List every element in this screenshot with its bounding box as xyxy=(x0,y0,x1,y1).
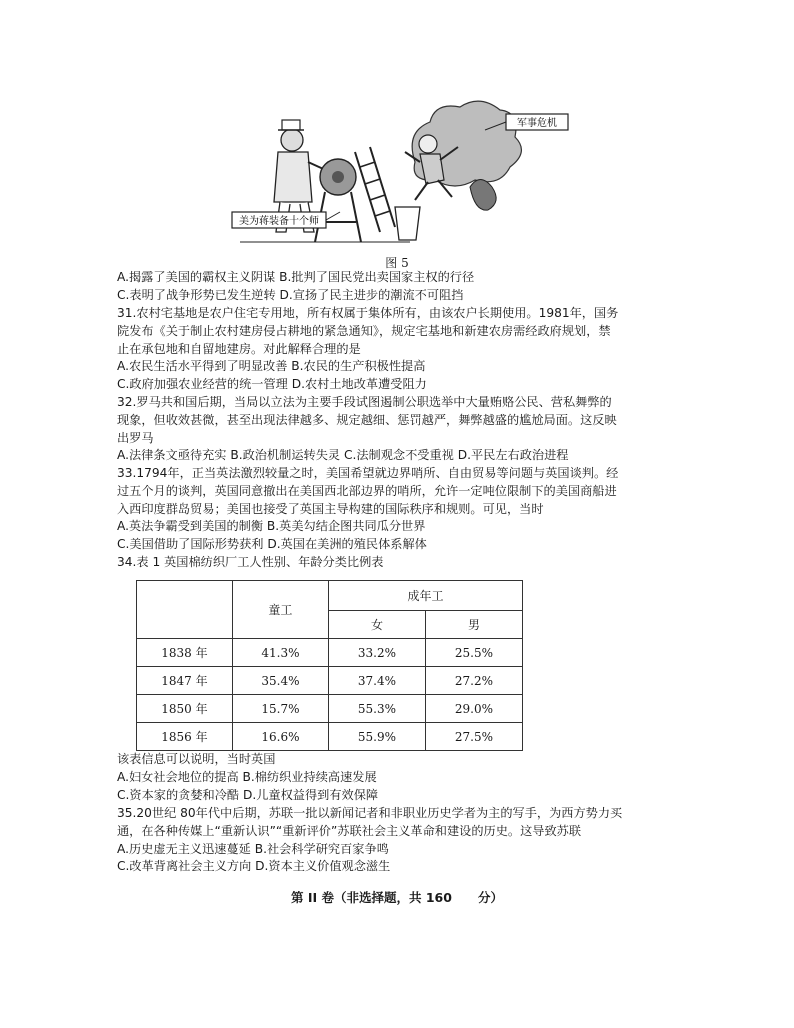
cartoon-figure xyxy=(230,92,570,254)
q32-stem-line: 出罗马 xyxy=(117,430,154,445)
q32-stem-line: 32.罗马共和国后期，当局以立法为主要手段试图遏制公职选举中大量贿赂公民、营私舞弊的 xyxy=(117,395,612,409)
figure-caption: 图 5 xyxy=(385,256,409,270)
table-cell-female: 55.3% xyxy=(328,695,425,723)
q33-stem-line: 入西印度群岛贸易；美国也接受了英国主导构建的国际秩序和规则。可见，当时 xyxy=(117,501,544,516)
table-cell-female: 37.4% xyxy=(328,667,425,695)
q32-stem-line: 现象，但收效甚微，甚至出现法律越多、规定越细、惩罚越严，舞弊越盛的尴尬局面。这反映 xyxy=(117,412,617,427)
q30-option-line: A.揭露了美国的霸权主义阴谋 B.批判了国民党出卖国家主权的行径 xyxy=(117,270,475,284)
table-cell-male: 27.2% xyxy=(425,667,522,695)
worker-ratio-table xyxy=(136,580,523,751)
table-cell-child: 15.7% xyxy=(232,695,328,723)
q35-option-line: C.改革背离社会主义方向 D.资本主义价值观念滋生 xyxy=(117,859,391,874)
q31-stem-line: 止在承包地和自留地建房。对此解释合理的是 xyxy=(117,341,361,356)
table-row xyxy=(137,639,523,667)
question-31 xyxy=(117,305,677,394)
q32-option-line: A.法律条文亟待充实 B.政治机制运转失灵 C.法制观念不受重视 D.平民左右政治进程 xyxy=(117,448,569,463)
q33-stem-line: 33.1794年，正当英法激烈较量之时，美国希望就边界哨所、自由贸易等问题与英国谈判。经 xyxy=(117,466,619,480)
table-cell-male: 29.0% xyxy=(425,695,522,723)
q33-option-line: C.美国借助了国际形势获利 D.英国在美洲的殖民体系解体 xyxy=(117,537,427,552)
table-header-child: 童工 xyxy=(232,581,328,639)
q33-stem-line: 过五个月的谈判，英国同意撤出在美国西北部边界的哨所，允许一定吨位限制下的美国商船进 xyxy=(117,483,617,498)
question-35 xyxy=(117,805,677,876)
question-32 xyxy=(117,394,677,465)
question-33 xyxy=(117,465,677,554)
q34-option-line: C.资本家的贪婪和冷酷 D.儿童权益得到有效保障 xyxy=(117,787,379,802)
table-header-female: 女 xyxy=(328,611,425,639)
q31-option-line: C.政府加强农业经营的统一管理 D.农村土地改革遭受阻力 xyxy=(117,377,427,392)
q34-after-line: 该表信息可以说明，当时英国 xyxy=(117,752,276,766)
q35-stem-line: 通，在各种传媒上“重新认识”“重新评价”苏联社会主义革命和建设的历史。这导致苏联 xyxy=(117,823,582,838)
q31-stem-line: 31.农村宅基地是农户住宅专用地，所有权属于集体所有，由该农户长期使用。1981年，国务 xyxy=(117,306,619,320)
table-header-adult: 成年工 xyxy=(328,581,522,611)
cartoon-label-right: 军事危机 xyxy=(517,118,557,129)
q35-stem-line: 35.20世纪 80年代中后期，苏联一批以新闻记者和非职业历史学者为主的写手，为西方势力买 xyxy=(117,806,623,820)
table-cell-female: 55.9% xyxy=(328,723,425,751)
table-cell-male: 25.5% xyxy=(425,639,522,667)
q30-option-line: C.表明了战争形势已发生逆转 D.宣扬了民主进步的潮流不可阻挡 xyxy=(117,287,464,302)
table-cell-child: 16.6% xyxy=(232,723,328,751)
question-34-after xyxy=(117,751,677,804)
table-header-male: 男 xyxy=(425,611,522,639)
table-cell-male: 27.5% xyxy=(425,723,522,751)
q34-option-line: A.妇女社会地位的提高 B.棉纺织业持续高速发展 xyxy=(117,769,377,784)
table-cell-year: 1838 年 xyxy=(137,639,233,667)
table-cell-female: 33.2% xyxy=(328,639,425,667)
q33-option-line: A.英法争霸受到美国的制衡 B.英美勾结企图共同瓜分世界 xyxy=(117,519,426,534)
table-row xyxy=(137,667,523,695)
question-30-options xyxy=(117,269,677,305)
table-row xyxy=(137,723,523,751)
table-cell-year: 1850 年 xyxy=(137,695,233,723)
q31-option-line: A.农民生活水平得到了明显改善 B.农民的生产积极性提高 xyxy=(117,359,426,374)
table-corner-cell xyxy=(137,581,233,639)
q31-stem-line: 院发布《关于制止农村建房侵占耕地的紧急通知》，规定宅基地和新建农房需经政府规划，禁 xyxy=(117,323,611,338)
table-cell-year: 1856 年 xyxy=(137,723,233,751)
question-34-stem xyxy=(117,554,677,572)
q35-option-line: A.历史虚无主义迅速蔓延 B.社会科学研究百家争鸣 xyxy=(117,841,389,856)
table-cell-year: 1847 年 xyxy=(137,667,233,695)
cartoon-illustration xyxy=(230,92,570,254)
table-cell-child: 41.3% xyxy=(232,639,328,667)
table-cell-child: 35.4% xyxy=(232,667,328,695)
cartoon-label-left: 美为蒋装备十个师 xyxy=(239,216,319,227)
section-title: 第 II 卷（非选择题，共 160 分） xyxy=(290,890,504,905)
table-row xyxy=(137,695,523,723)
q34-stem-line: 34.表 1 英国棉纺织厂工人性别、年龄分类比例表 xyxy=(117,555,384,569)
